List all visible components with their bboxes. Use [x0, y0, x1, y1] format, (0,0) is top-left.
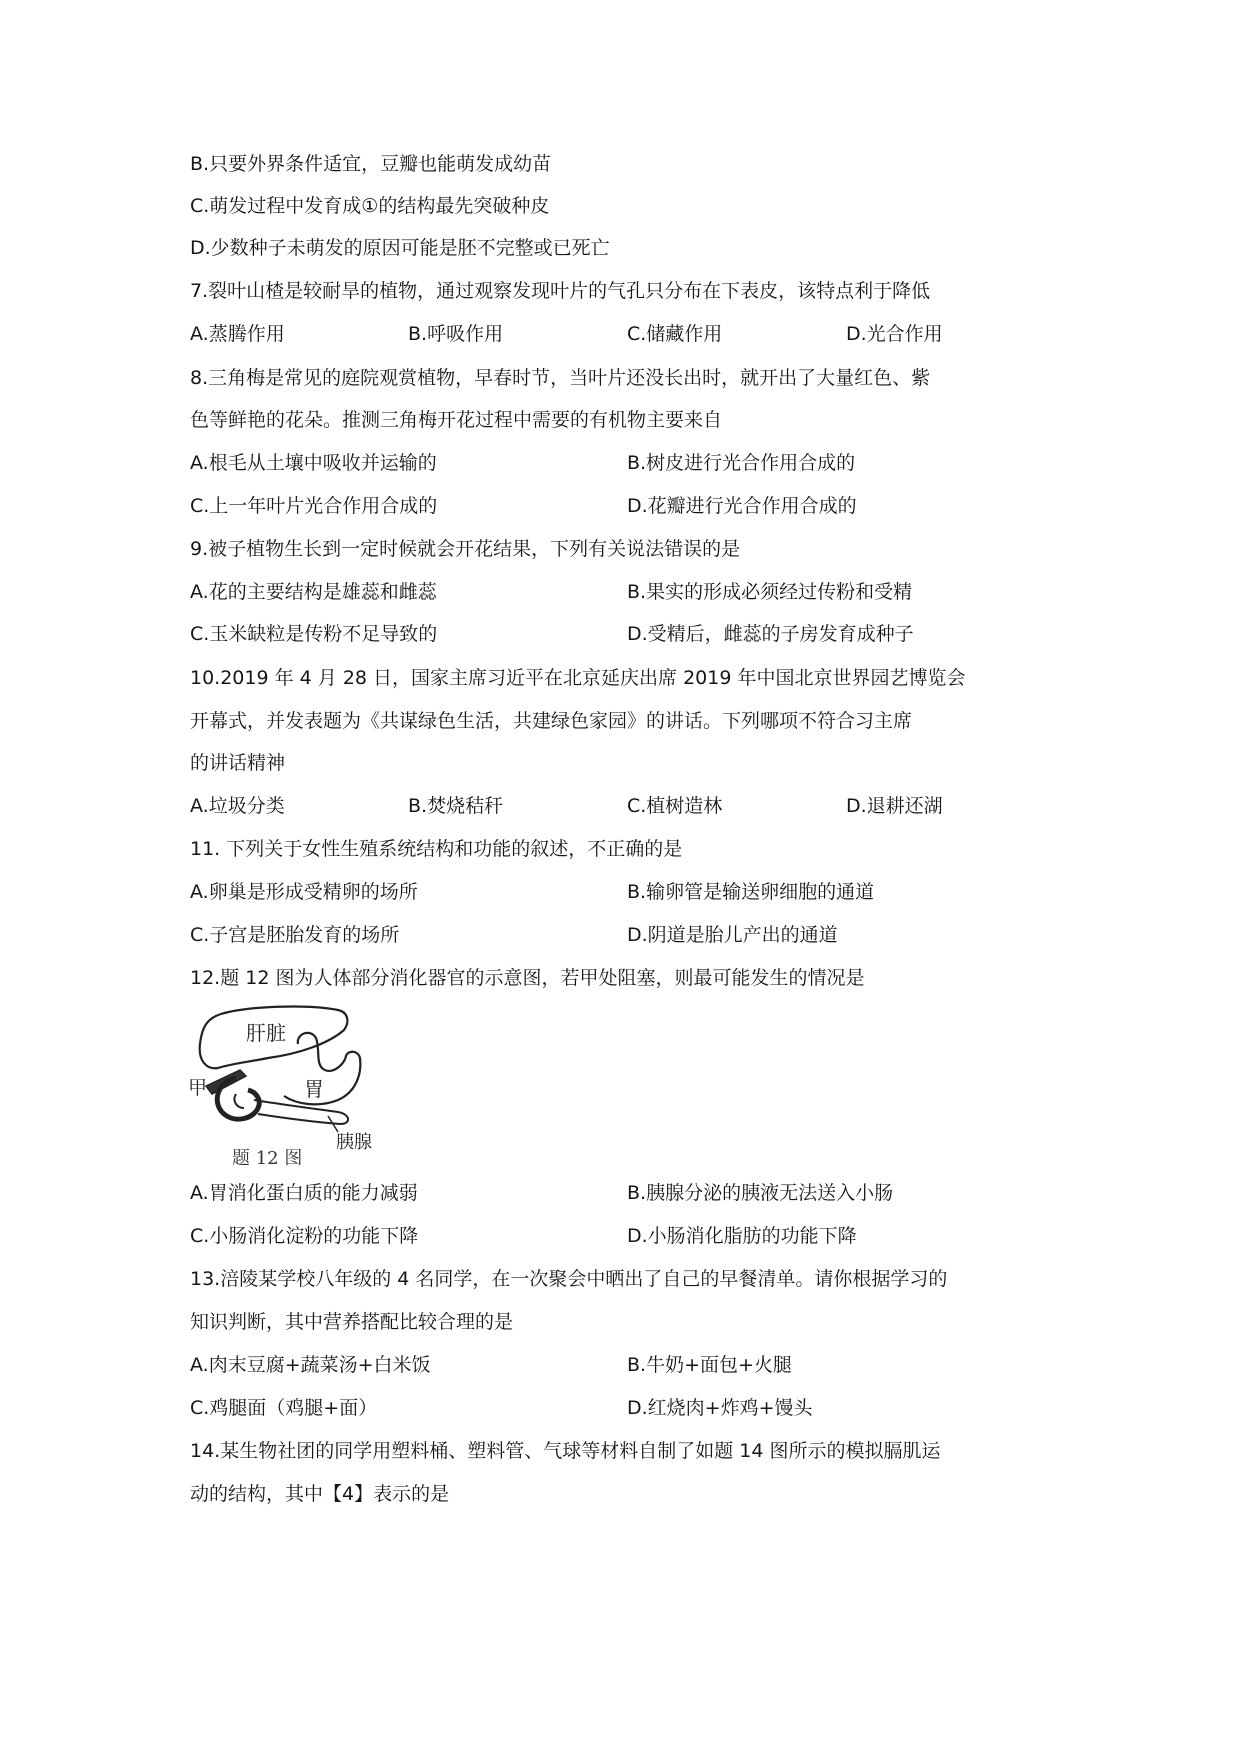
q9-option-b: B.果实的形成必须经过传粉和受精	[627, 581, 913, 603]
figure-caption: 题 12 图	[232, 1148, 303, 1166]
q13-option-d: D.红烧肉+炸鸡+馒头	[627, 1397, 813, 1419]
question-10-line-2: 开幕式，并发表题为《共谋绿色生活，共建绿色家园》的讲话。下列哪项不符合习主席	[190, 710, 913, 732]
q11-option-b: B.输卵管是输送卵细胞的通道	[627, 881, 875, 903]
q8-option-a: A.根毛从土壤中吸收并运输的	[190, 452, 437, 474]
digestive-organs-figure	[188, 1004, 420, 1166]
duodenum-loop	[217, 1078, 259, 1119]
question-9: 9.被子植物生长到一定时候就会开花结果，下列有关说法错误的是	[190, 538, 741, 560]
q10-option-d: D.退耕还湖	[846, 795, 943, 817]
q10-option-a: A.垃圾分类	[190, 795, 285, 817]
question-10-line-1: 10.2019 年 4 月 28 日，国家主席习近平在北京延庆出席 2019 年中国北京世界园艺博览会	[190, 667, 966, 689]
question-7: 7.裂叶山楂是较耐旱的植物，通过观察发现叶片的气孔只分布在下表皮，该特点利于降低	[190, 280, 931, 302]
question-12: 12.题 12 图为人体部分消化器官的示意图，若甲处阻塞，则最可能发生的情况是	[190, 967, 865, 989]
q8-option-d: D.花瓣进行光合作用合成的	[627, 495, 857, 517]
q10-option-b: B.焚烧秸秆	[408, 795, 504, 817]
q8-option-c: C.上一年叶片光合作用合成的	[190, 495, 438, 517]
question-11: 11. 下列关于女性生殖系统结构和功能的叙述，不正确的是	[190, 838, 683, 860]
q11-option-a: A.卵巢是形成受精卵的场所	[190, 881, 418, 903]
stomach-label: 胃	[304, 1077, 324, 1101]
question-8-line-2: 色等鲜艳的花朵。推测三角梅开花过程中需要的有机物主要来自	[190, 409, 723, 431]
q12-option-d: D.小肠消化脂肪的功能下降	[627, 1225, 857, 1247]
q6-option-d: D.少数种子未萌发的原因可能是胚不完整或已死亡	[190, 237, 610, 259]
duodenum-inner	[234, 1094, 244, 1108]
jia-label: 甲	[188, 1077, 208, 1099]
question-8-line-1: 8.三角梅是常见的庭院观赏植物，早春时节，当叶片还没长出时，就开出了大量红色、紫	[190, 367, 931, 389]
liver-label: 肝脏	[246, 1021, 286, 1045]
question-13-line-2: 知识判断，其中营养搭配比较合理的是	[190, 1311, 514, 1333]
q11-option-d: D.阴道是胎儿产出的通道	[627, 924, 838, 946]
q10-option-c: C.植树造林	[627, 795, 723, 817]
q13-option-c: C.鸡腿面（鸡腿+面）	[190, 1397, 378, 1419]
q11-option-c: C.子宫是胚胎发育的场所	[190, 924, 400, 946]
question-14-line-1: 14.某生物社团的同学用塑料桶、塑料管、气球等材料自制了如题 14 图所示的模拟膈肌运	[190, 1440, 941, 1462]
q12-option-a: A.胃消化蛋白质的能力减弱	[190, 1182, 418, 1204]
q6-option-b: B.只要外界条件适宜，豆瓣也能萌发成幼苗	[190, 153, 552, 175]
q9-option-a: A.花的主要结构是雄蕊和雌蕊	[190, 581, 437, 603]
q12-option-b: B.胰腺分泌的胰液无法送入小肠	[627, 1182, 894, 1204]
q9-option-c: C.玉米缺粒是传粉不足导致的	[190, 623, 438, 645]
q12-option-c: C.小肠消化淀粉的功能下降	[190, 1225, 419, 1247]
q9-option-d: D.受精后，雌蕊的子房发育成种子	[627, 623, 914, 645]
q7-option-a: A.蒸腾作用	[190, 323, 285, 345]
q13-option-b: B.牛奶+面包+火腿	[627, 1354, 792, 1376]
q13-option-a: A.肉末豆腐+蔬菜汤+白米饭	[190, 1354, 431, 1376]
question-13-line-1: 13.涪陵某学校八年级的 4 名同学，在一次聚会中晒出了自己的早餐清单。请你根据学习的	[190, 1268, 948, 1290]
q6-option-c: C.萌发过程中发育成①的结构最先突破种皮	[190, 195, 550, 217]
q7-option-c: C.储藏作用	[627, 323, 723, 345]
q7-option-d: D.光合作用	[846, 323, 943, 345]
q7-option-b: B.呼吸作用	[408, 323, 504, 345]
pancreas-label: 胰腺	[336, 1132, 372, 1153]
q8-option-b: B.树皮进行光合作用合成的	[627, 452, 856, 474]
question-10-line-3: 的讲话精神	[190, 752, 286, 774]
question-14-line-2: 动的结构，其中【4】表示的是	[190, 1483, 450, 1505]
